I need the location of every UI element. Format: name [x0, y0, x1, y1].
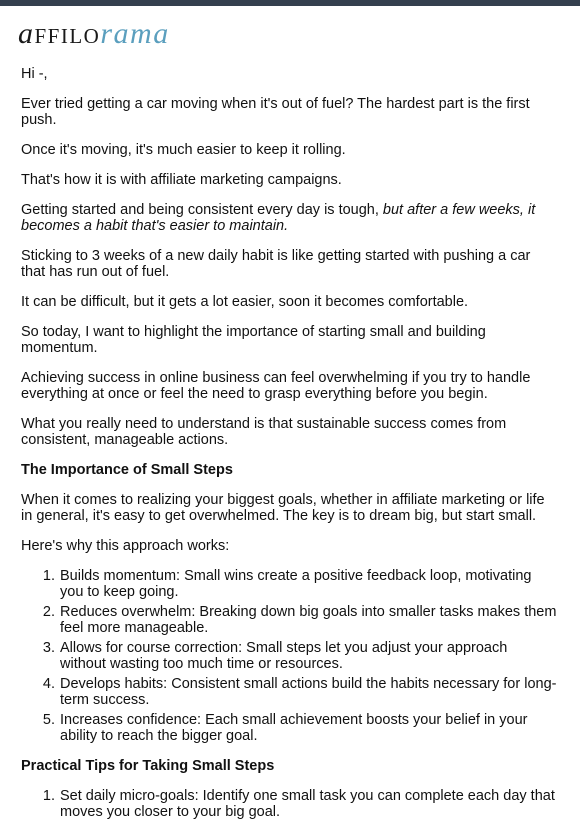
affilorama-logo: [18, 17, 170, 51]
paragraph: So today, I want to highlight the importance of starting small and building momentum.: [21, 324, 486, 356]
paragraph: [21, 202, 557, 234]
paragraph: Achieving success in online business can feel overwhelming if you try to handle everything at once or feel the need to grasp everything before you begin.: [21, 370, 531, 402]
paragraph: When it comes to realizing your biggest goals, whether in affiliate marketing or life in general, it's easy to get overwhelmed. The key is to dream big, but start small.: [21, 492, 545, 524]
paragraph: That's how it is with affiliate marketing campaigns.: [21, 172, 342, 188]
list-item: 4. Develops habits: Consistent small actions build the habits necessary for long-term success.: [59, 676, 557, 708]
paragraph: Once it's moving, it's much easier to keep it rolling.: [21, 142, 346, 158]
list-item: 2. Reduces overwhelm: Breaking down big goals into smaller tasks makes them feel more manageable.: [59, 604, 557, 636]
list-item: 1. Builds momentum: Small wins create a positive feedback loop, motivating you to keep going.: [59, 568, 557, 600]
paragraph: Sticking to 3 weeks of a new daily habit is like getting started with pushing a car that has run out of fuel.: [21, 248, 531, 280]
paragraph: Here's why this approach works:: [21, 538, 230, 554]
logo-rama: rama: [100, 17, 170, 50]
list-item: 3. Allows for course correction: Small steps let you adjust your approach without wasting too much time or resources.: [59, 640, 557, 672]
section-heading: The Importance of Small Steps: [21, 462, 233, 478]
section-heading: Practical Tips for Taking Small Steps: [21, 758, 275, 774]
paragraph-text: Getting started and being consistent every day is tough,: [21, 202, 383, 218]
tips-list: [21, 788, 557, 820]
list-item: 5. Increases confidence: Each small achievement boosts your belief in your ability to reach the bigger goal.: [59, 712, 557, 744]
paragraph: What you really need to understand is that sustainable success comes from consistent, manageable actions.: [21, 416, 507, 448]
paragraph: It can be difficult, but it gets a lot easier, soon it becomes comfortable.: [21, 294, 469, 310]
greeting: Hi -,: [21, 66, 48, 82]
logo-ffilo: ffilo: [34, 17, 101, 50]
paragraph: Ever tried getting a car moving when it's out of fuel? The hardest part is the first push.: [21, 96, 530, 128]
email-body: [21, 66, 557, 834]
benefits-list: [21, 568, 557, 744]
list-item: 1. Set daily micro-goals: Identify one small task you can complete each day that moves you closer to your big goal.: [59, 788, 557, 820]
top-bar: [0, 0, 580, 6]
logo-letter-a: a: [18, 17, 35, 50]
paragraph-italic-text: but after a few weeks, it becomes a habit that's easier to maintain.: [21, 202, 536, 234]
